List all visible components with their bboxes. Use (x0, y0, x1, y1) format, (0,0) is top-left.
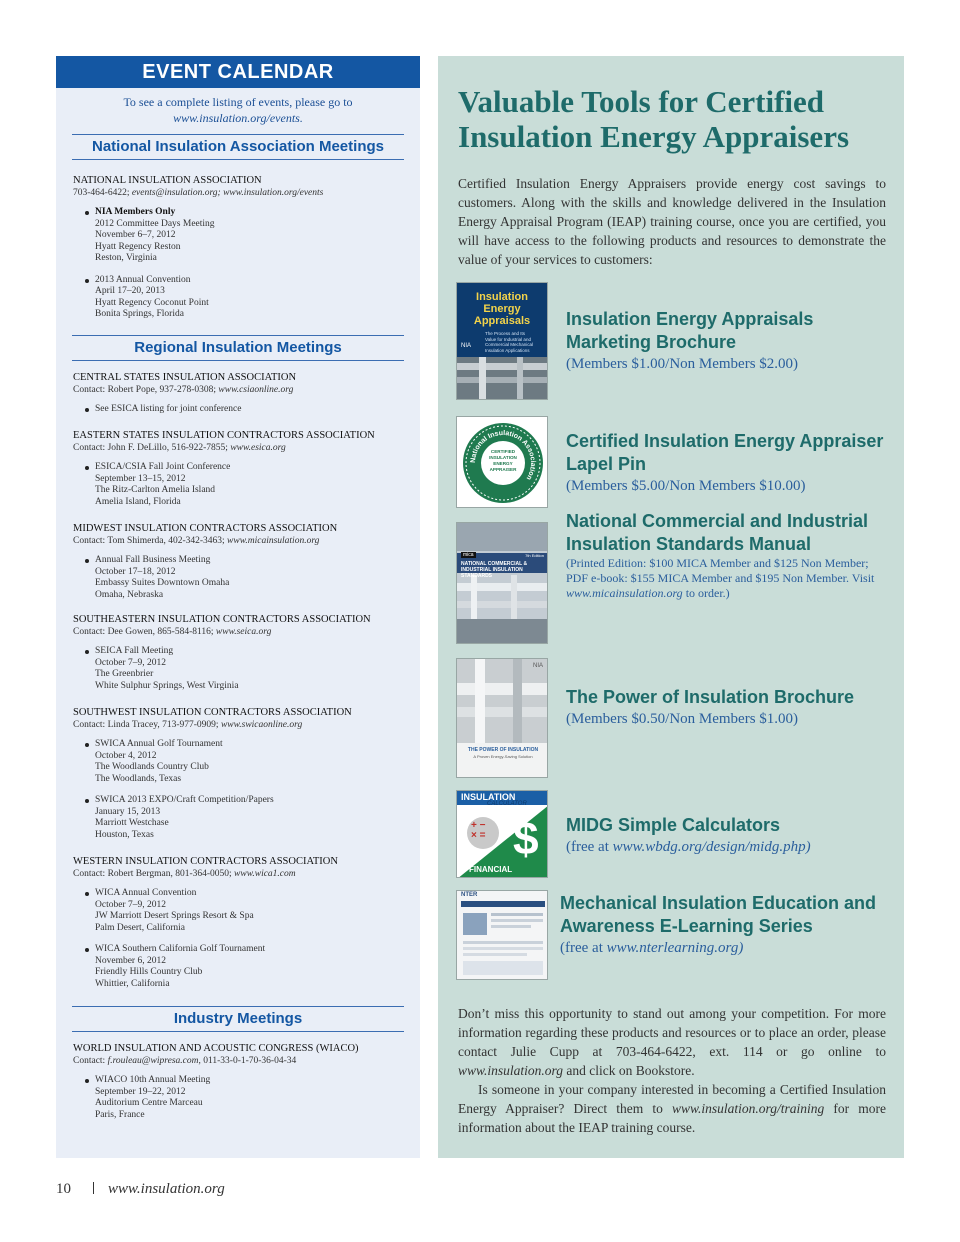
org-website-link[interactable]: www.csiaonline.org (218, 384, 294, 395)
event-item: SEICA Fall Meeting October 7–9, 2012 The Greenbrier White Sulphur Springs, West Virginia (95, 646, 403, 692)
org-wica (73, 855, 403, 990)
org-name: WESTERN INSULATION CONTRACTORS ASSOCIATION (73, 856, 338, 867)
org-contact: Contact: Dee Gowen, 865-584-8116; www.seica.org (73, 627, 272, 637)
org-esica (73, 429, 403, 508)
manual-cover-title: NATIONAL COMMERCIAL & INDUSTRIAL INSULATION STANDARDS (461, 561, 528, 579)
org-website-link[interactable]: www.swicaonline.org (220, 720, 303, 730)
org-name: NATIONAL INSULATION ASSOCIATION (73, 175, 262, 186)
manual-cover-image (456, 522, 548, 644)
product-text (560, 892, 880, 958)
product-title: The Power of Insulation Brochure (566, 687, 855, 707)
event-item: See ESICA listing for joint conference (95, 404, 403, 416)
event-item: SWICA 2013 EXPO/Craft Competition/Papers January 15, 2013 Marriott Westchase Houston, Texas (95, 795, 403, 841)
seal-center-text: CERTIFIED INSULATION ENERGY APPRAISER (489, 449, 517, 472)
section-industry-meetings: Industry Meetings (72, 1006, 404, 1032)
tools-panel (438, 56, 904, 1158)
org-seica (73, 613, 403, 692)
org-website-link[interactable]: www.micainsulation.org (227, 536, 320, 546)
org-contact: 703-464-6422; events@insulation.org; www.insulation.org/events (73, 188, 324, 198)
product-power-brochure (456, 658, 886, 778)
power-cover-art (457, 659, 548, 778)
event-item: WICA Southern California Golf Tournament November 6, 2012 Friendly Hills Country Club Whittier, California (95, 944, 403, 990)
org-wiaco (73, 1042, 403, 1121)
org-contact: Contact: Robert Bergman, 801-364-0050; www.wica1.com (73, 869, 296, 879)
nia-logo: NIA (461, 343, 472, 349)
brochure-cover-title: Insulation Energy Appraisals (473, 291, 531, 327)
product-price: (Members $5.00/Non Members $10.00) (566, 478, 806, 494)
event-calendar-header: EVENT CALENDAR (56, 56, 420, 88)
product-price: (Members $0.50/Non Members $1.00) (566, 711, 799, 727)
org-name: SOUTHWEST INSULATION CONTRACTORS ASSOCIATION (73, 707, 352, 718)
org-csia (73, 371, 403, 416)
org-email-link[interactable]: f.rouleau@wipresa.com, (107, 1056, 201, 1066)
event-item: WIACO 10th Annual Meeting September 19–22, 2012 Auditorium Centre Marceau Paris, France (95, 1075, 403, 1121)
calculator-label: INSULATION (461, 792, 516, 802)
mica-link[interactable]: www.micainsulation.org (566, 586, 683, 600)
org-name: MIDWEST INSULATION CONTRACTORS ASSOCIATION (73, 523, 338, 534)
calendar-intro-text: To see a complete listing of events, please go to (123, 95, 353, 109)
product-price: (free at www.nterlearning.org) (560, 940, 744, 956)
event-item: Annual Fall Business Meeting October 17–18, 2012 Embassy Suites Downtown Omaha Omaha, Nebraska (95, 555, 403, 601)
closing-paragraph-2: Is someone in your company interested in becoming a Certified Insulation Energy Appraiser? Direct them to www.insulation.org/training for more information about the IEAP training course. (458, 1082, 887, 1135)
power-cover-title: THE POWER OF INSULATION (467, 747, 539, 753)
product-title: Mechanical Insulation Education and Awareness E-Learning Series (560, 893, 877, 936)
page-number: 10 (56, 1181, 71, 1197)
org-contact: Contact: Linda Tracey, 713-977-0909; www.swicaonline.org (73, 720, 303, 730)
math-symbols-icon: + − × = (471, 820, 486, 841)
dollar-icon: $ (513, 812, 539, 864)
product-lapel-pin (456, 416, 886, 508)
bookstore-link[interactable]: www.insulation.org (458, 1063, 564, 1078)
calendar-events-link[interactable]: www.insulation.org/events. (173, 111, 303, 125)
nter-link[interactable]: www.nterlearning.org) (606, 940, 744, 956)
product-title: Certified Insulation Energy Appraiser Lapel Pin (566, 431, 884, 474)
org-contact: Contact: Robert Pope, 937-278-0308; www.csiaonline.org (73, 384, 294, 395)
org-name: SOUTHEASTERN INSULATION CONTRACTORS ASSOCIATION (73, 614, 371, 625)
event-item: 2013 Annual Convention April 17–20, 2013 Hyatt Regency Coconut Point Bonita Springs, Florida (95, 275, 403, 321)
section-regional-meetings: Regional Insulation Meetings (72, 335, 404, 361)
footer-url[interactable]: www.insulation.org (108, 1181, 225, 1197)
midg-link[interactable]: www.wbdg.org/design/midg.php) (612, 839, 811, 855)
product-text (566, 430, 886, 496)
product-price: (Printed Edition: $100 MICA Member and $125 Non Member; PDF e-book: $155 MICA Member and $195 Non Member. Visit www.micainsulation.org to order.) (566, 556, 875, 600)
org-name: EASTERN STATES INSULATION CONTRACTORS ASSOCIATION (73, 430, 375, 441)
product-title: MIDG Simple Calculators (566, 815, 781, 835)
brochure-cover-subtitle: The Process and Its Value for Industrial and Commercial Mechanical Insulation Applications (485, 331, 534, 353)
calendar-intro (72, 94, 404, 126)
org-mica (73, 522, 403, 601)
org-swica (73, 706, 403, 841)
org-contact-links[interactable]: events@insulation.org; www.insulation.org/events (131, 188, 324, 198)
power-brochure-image (456, 658, 548, 778)
page-footer (56, 1181, 225, 1198)
calculator-sublabel: CALCULATOR (487, 801, 527, 807)
closing-paragraph-1: Don’t miss this opportunity to stand out among your competition. For more information regarding these products and resources or to place an order, please contact Julie Cupp at 703-464-6422, ext. 114 or go online to www.insulation.org and click on Bookstore. (458, 1006, 886, 1078)
elearning-art (457, 891, 548, 980)
event-item: ESICA/CSIA Fall Joint Conference September 13–15, 2012 The Ritz-Carlton Amelia Island Amelia Island, Florida (95, 462, 403, 508)
event-item: WICA Annual Convention October 7–9, 2012 JW Marriott Desert Springs Resort & Spa Palm Desert, California (95, 888, 403, 934)
mica-badge: mica (463, 552, 474, 558)
calculator-app-image (456, 790, 548, 878)
product-price: (Members $1.00/Non Members $2.00) (566, 356, 799, 372)
pipes-photo (457, 357, 548, 399)
power-cover-subtitle: A Proven Energy-Saving Solution (473, 754, 533, 759)
product-text (566, 814, 886, 857)
product-appraisals-brochure (456, 282, 886, 400)
event-item: NIA Members Only 2012 Committee Days Meeting November 6–7, 2012 Hyatt Regency Reston Reston, Virginia (95, 207, 403, 265)
org-contact: Contact: John F. DeLillo, 516-922-7855; www.esica.org (73, 443, 286, 453)
tools-title: Valuable Tools for Certified Insulation Energy Appraisers (458, 84, 850, 154)
tools-intro: Certified Insulation Energy Appraisers provide energy cost savings to customers. Along with the skills and knowledge delivered in the Insulation Energy Appraisal Program (IEAP) training course, once you are certified, you will have access to the following products and resources to demonstrate the value of your services to customers: (458, 176, 886, 267)
brochure-cover-image (456, 282, 548, 400)
lapel-pin-image (456, 416, 548, 508)
product-standards-manual (456, 511, 886, 644)
nter-logo: NTER (461, 892, 478, 898)
org-website-link[interactable]: www.esica.org (230, 443, 286, 453)
financial-label: FINANCIAL (469, 865, 513, 874)
manual-edition: 7th Edition (525, 553, 544, 558)
product-title: National Commercial and Industrial Insulation Standards Manual (566, 511, 869, 554)
org-website-link[interactable]: www.wica1.com (234, 869, 296, 879)
product-price: (free at www.wbdg.org/design/midg.php) (566, 839, 811, 855)
product-title: Insulation Energy Appraisals Marketing Brochure (566, 309, 814, 352)
org-contact: Contact: f.rouleau@wipresa.com, 011-33-0-1-70-36-04-34 (73, 1056, 297, 1066)
org-contact: Contact: Tom Shimerda, 402-342-3463; www.micainsulation.org (73, 536, 320, 546)
tools-closing (458, 1004, 886, 1137)
product-text (566, 686, 886, 729)
org-nia (73, 174, 403, 321)
svg-text:National Insulation Associatio: National Insulation Association (469, 429, 537, 481)
product-elearning-series (456, 890, 886, 980)
org-name: WORLD INSULATION AND ACOUSTIC CONGRESS (WIACO) (73, 1043, 359, 1054)
org-name: CENTRAL STATES INSULATION ASSOCIATION (73, 371, 297, 383)
training-link[interactable]: www.insulation.org/training (672, 1101, 825, 1116)
product-text (566, 308, 886, 374)
org-website-link[interactable]: www.seica.org (215, 627, 272, 637)
elearning-screenshot (456, 890, 548, 980)
product-text (566, 510, 886, 601)
footer-divider (93, 1182, 94, 1194)
product-midg-calculators (456, 790, 886, 878)
manual-cover-art (457, 523, 548, 644)
event-item: SWICA Annual Golf Tournament October 4, 2012 The Woodlands Country Club The Woodlands, Texas (95, 739, 403, 785)
section-national-meetings: National Insulation Association Meetings (72, 134, 404, 160)
event-calendar (56, 56, 420, 1158)
nia-logo: NIA (532, 663, 543, 669)
